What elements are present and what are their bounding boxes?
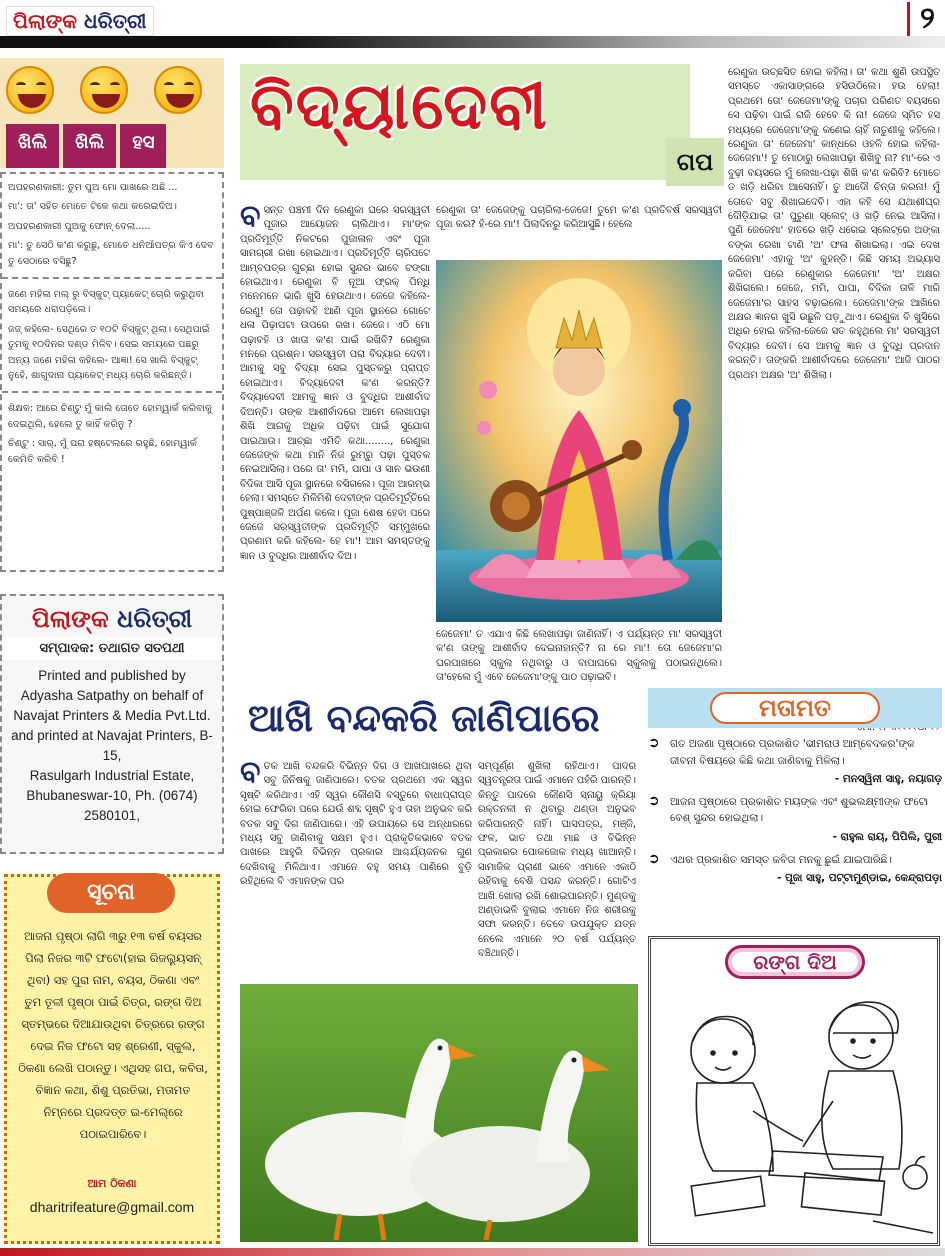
story2-column-2: ସମ୍ପୂର୍ଣ୍ଣ ଶୁଖିଲା ରହିଥାଏ। ପାଦର ସ୍ୱତନ୍ତ୍ରତା ପାଇଁ ଏମାନେ ପହଁରି ପାରନ୍ତି। କିନ୍ତୁ ପାଦରେ କୌଣସି ସ୍ନାୟୁ କ୍ରିୟା ରକ୍ତନଳୀ ନ ଥିବାରୁ ଥଣ୍ଡା ଅନୁଭବ କରିପାରନ୍ତି ନାହିଁ। ଘାସପତ୍ର, ମଞ୍ଜି, ଫଳ, ଭାତ ତଥା ମାଛ ଓ ବିଭିନ୍ନ ପ୍ରକାରର ପୋକଜୋକ ମଧ୍ୟ ଖାଆନ୍ତି। ସାମାଜିକ ପ୍ରାଣୀ ଭାବେ ଏମାନେ ଏକାଠି ରହିବାକୁ ବେଶି ପସନ୍ଦ କରନ୍ତି। ଗୋଟିଏ ଆଖି ଖୋଲା ରଖି ଶୋଇପାରନ୍ତି। ମୁଣ୍ଡକୁ ଅଣ୍ଡାଭଳି ବୁଲାଇ ଏମାନେ ନିଜ ଶରୀରକୁ ସଫା କରନ୍ତି। ତେବେ ଉପଯୁକ୍ତ ଯତ୍ନ ନେଲେ ଏମାନେ ୨୦ ବର୍ଷ ପର୍ଯ୍ୟନ୍ତ ବଞ୍ଚିଥାନ୍ତି। [478,761,636,960]
opinion-text: ➲ ଏଥର ପ୍ରକାଶିତ ସମସ୍ତ କବିତା ମନକୁ ଛୁଇଁ ଯାଇପାରିଛି। [648,852,942,869]
printer-line: and printed at Navajat Printers, B-15, [11,728,213,763]
notice-box [4,874,220,1244]
opinion-title: ମତାମତ [710,692,880,724]
notice-body: ଆଜନା ପୃଷ୍ଠା ଲାଗି ୩ରୁ ୧୩ ବର୍ଷ ବୟସର ପିଲା ନିଜର ୩ଟି ଫଟୋ(ହାଇ ରିଜଲ୍ୟୁସନ୍ ଥିବା) ସହ ପୁରା ନାମ, ବୟସ, ଠିକଣା ଏବଂ ତୁମ ତୂଳୀ ପୃଷ୍ଠା ପାଇଁ ଚିତ୍ର, ରଙ୍ଗ ଦିଅ ସ୍ତମ୍ଭରେ ଦିଆଯାଉଥିବା ଚିତ୍ରରେ ରଙ୍ଗ ଦେଇ ନିଜ ଫଟୋ ସହ ଶ୍ରେଣୀ, ସ୍କୁଲ, ଠିକଣା ଲେଖି ପଠାନ୍ତୁ। ଏଥିସହ ଗପ, କବିତା, ବିଜ୍ଞାନ କଥା, ଶିଶୁ ପ୍ରତିଭା, ମତାମତ ନିମ୍ନରେ ପ୍ରଦତ୍ତ ଇ-ମେଲ୍‌ରେ ପଠାଇପାରିବେ। [18,929,208,1141]
contact-email[interactable]: dharitrifeature@gmail.com [29,1199,195,1215]
laughing-emoji-icon [154,66,202,114]
notice-title: ସୂଚନା [47,873,175,913]
saraswati-image [436,260,722,622]
coloring-box [648,936,940,1246]
joke-line: ଚିଣ୍ଟୁ : ସାର୍, ମୁଁ ପରା ହଷ୍ଟେଲରେ ରହୁଛି, ହୋମ୍‌ୱାର୍କ କେମିତି କରିବି ! [8,438,197,465]
story1-column-3: ରେଣୁକା ଉଚ୍ଛସିତ ହୋଇ କହିଲା। ତା' କଥା ଶୁଣି ଉପସ୍ଥିତ ସମସ୍ତେ ଏକାସାଙ୍ଗରେ ହସିଉଠିଲେ। ହଉ ହେଲା! ପ୍ରଥମେ ତୋ' ଜେଜେମା'ଙ୍କୁ ପଚାର ପରିଣତ ବୟସରେ ସେ ପଢ଼ିବା ପାଇଁ ରାଜି ହେବେ କି ନା! ଜେଜେ ସ୍ମିତ ହସ ମଧ୍ୟରେ ଜେଜେମା'ଙ୍କୁ କଣେଇ ଚାହିଁ ନାତୁଣୀକୁ କହିଲେ। ରେଣୁକା ତା' ଜେଜେମା' କାନ୍ଧରେ ଓହଳି ହୋଇ କହିଲା-ଜେଜେମା'! ତୁ ମୋଠାରୁ ଲେଖାପଢ଼ା ଶିଖିବୁ ନା? ମା'-ରେ ଏ ବୁଢ଼ୀ ବୟସରେ ମୁଁ ଲେଖା-ପଢ଼ା ଶିଖି କ'ଣ କରିବି? ମୋତେ ତ ଖଡ଼ି ଧରିବା ଆସେନାହିଁ। ତୁ ଆଦୌ ଚିନ୍ତା କରନା! ମୁଁ ତୋତେ ସବୁ ଶିଖାଇଦେବି। ଏହା କହି ସେ ଯଥାଶୀଘ୍ର ଦୌଡ଼ିଯାଇ ତା' ପୁରୁଣା ସ୍ଲେଟ୍ ଓ ଖଡ଼ି ନେଇ ଆସିଲା। ପୁଣି ଜେଜେମା' ହାତରେ ଖଡ଼ି ଧରେଇ ସ୍ଲେଟ୍‌ରେ ଅଙ୍କା ବଙ୍କା ରେଖା ଟାଣି 'ଅ' ଫଳା ଶିଖାଇଲା। ଏଇ ଦେଖ ଜେଜେମା' ଏହାକୁ 'ଅ' କୁହନ୍ତି। କିଛି ସମୟ ଅଭ୍ୟାସ କରିବା ପରେ ରେଣୁକାର ଜେଜେମା' 'ଅ' ଅକ୍ଷର ଶିଖିଗଲେ। ଜେଜେ, ମମି, ପାପା, ବିଦିକା ତାଳି ମାରି ଜେଜେମା'ର ସାହସ ବଢ଼ାଇଲେ। ଜେଜେମା'ଙ୍କ ଆଖିରେ ଅକ୍ଷର ଜ୍ଞାନର ଖୁସି ଉଛୁଳି ପଡ଼ୁଥାଏ। ରେଣୁକା ବି ଖୁସିରେ ଅଧିର ହୋଇ କହିଲା-ଜେଜେ ସତ କହୁଥିଲେ ମା' ସରସ୍ୱତୀ ବିଦ୍ୟାର ଦେବୀ। ସେ ଆମକୁ ଜ୍ଞାନ ଓ ବୁଦ୍ଧି ପ୍ରଦାନ କରନ୍ତି। ତାଙ୍କରି ଆଶୀର୍ବାଦରେ ଜେଜେମା' ଆଜି ପାଠର ପ୍ରଥମ ଅକ୍ଷର 'ଅ' ଶିଖିଲା। [728,67,940,381]
story2-column-1 [240,760,472,968]
jokes-box [0,172,224,572]
joke-2 [8,287,216,383]
masthead-logo-part2: ଧରିତ୍ରୀ [117,604,193,633]
header-logo [6,6,154,36]
joke-divider [2,277,222,279]
story1-genre-tag: ଗପ [666,138,724,186]
story2-title: ଆଖି ବନ୍ଦକରି ଜାଣିପାରେ [248,696,600,740]
laugh-title-word: ଖିଲି [63,124,116,168]
joke-3 [8,401,216,467]
opinion-author: - ରାହୁଲ ରାୟ, ପିପିଲି, ପୁରୀ [832,830,942,843]
laugh-title-word: ଖିଲି [6,124,59,168]
masthead-box [0,594,224,854]
story1-column-2-top: ରେଣୁକା ତା' ଜେଜେଙ୍କୁ ପଚାରିଲା-ଜେଜେ! ତୁମେ କ'ଣ ପ୍ରତିବର୍ଷ ସରସ୍ୱତୀ ପୂଜା କର? ହଁ-ରେ ମା'! ପିଲାଦିନରୁ କରିଆସୁଛି। ହେଲେ [436,205,722,231]
opinion-text: ➲ ଗତ ଅଜଣା ପୃଷ୍ଠାରେ ପ୍ରକାଶିତ 'ଭୀମରାଓ ଆମ୍ବେଦକର'ଙ୍କ ଜୀବନୀ ବିଷୟରେ କିଛି କଥା ଜାଣିବାକୁ ମିଳିଲା। [648,736,942,769]
joke-line: ଅପହରଣକାରୀ: ତୁମ ପୁଅ ମୋ ପାଖରେ ଅଛି ... [8,182,178,193]
opinion-text: ➲ ଆଜନା ପୃଷ୍ଠାରେ ପ୍ରକାଶିତ ମୟଙ୍କ ଏବଂ ଶୁଭଲକ୍ଷ୍ମୀଙ୍କ ଫଟୋ ବେଶ୍ ସୁନ୍ଦର ହୋଇଥିଲା। [648,794,942,827]
ducks-image [240,984,638,1242]
printer-line: Bhubaneswar-10, Ph. (0674) 2580101, [26,788,198,823]
joke-divider [2,391,222,393]
joke-line: ଶିକ୍ଷକ: ଆରେ ଚିଣ୍ଟୁ ମୁଁ କାଲି ତୋତେ ହୋମ୍‌ୱାର୍କ କରିବାକୁ ଦେଇଥିଲି, ହେଲେ ତୁ କାହିଁ କରିନୁ ? [8,403,212,430]
header-logo-part1: ପିଲାଙ୍କ [13,9,78,33]
printer-line: Adyasha Satpathy on behalf of [20,688,204,703]
story1-title: ବିଦ୍ୟାଦେବୀ [250,70,549,144]
story1-column-1-text: ସନ୍ତ ପଞ୍ଚମୀ ଦିନ ରେଣୁକା ଘରେ ସରସ୍ୱତୀ ପୂଜାର ଆୟୋଜନ ଚାଲିଥାଏ। ମା'ଙ୍କ ପ୍ରତିମୂର୍ତ୍ତି ନିକଟରେ ପୁଜାଳାଳ ଏବଂ ପୂଜା ସାମଗ୍ରୀ ରଖା ହୋଇଥାଏ। ପ୍ରତିମୂର୍ତ୍ତି ଚାରିପଟେ ଆମ୍ବପତ୍ର ଗୁଚ୍ଛା ହୋଇ ସୁନ୍ଦର ଭାବେ ଟଙ୍ଗା ହୋଇଥାଏ। ରେଣୁକା ବି ନୂଆ ଫ୍ରକ୍ ପିନ୍ଧି ମନେମନେ ଭାରି ଖୁସି ହେଉଥାଏ। ଜେଜେ କହିଲେ-ରେଣୁ! ତୋ ପଢ଼ାବହି ଆଣି ପୂଜା ସ୍ଥାନରେ ଗୋଟେ ଧଳା ପିଢ଼ାପଟା ଉପରେ ରଖ। ଜେଜେ। ଏଠି ମୋ ପଢ଼ାବହି ଓ ଖାତା କ'ଣ ପାଇଁ ରଖିବି? ରେଣୁକା ମନରେ ପ୍ରଶ୍ନ। ସରସ୍ୱତୀ ପରା ବିଦ୍ୟାର ଦେବୀ। ଆମକୁ ସବୁ ବିଦ୍ୟା ସେଇ ପୁସ୍ତକରୁ ପ୍ରାପ୍ତ ହୋଇଥାଏ। ବିଦ୍ୟାଦେବୀ କ'ଣ କରନ୍ତି? ବିଦ୍ୟାଦେବୀ ଆମକୁ ଜ୍ଞାନ ଓ ବୁଦ୍ଧିର ଆଶୀର୍ବାଦ ଦିଅନ୍ତି। ତାଙ୍କ ଆଶୀର୍ବାଦରେ ଆମେ ଲେଖାପଢ଼ା ଶିଖି ଆଗକୁ ଅଧିକ ପଢ଼ିବା ପାଇଁ ସୁଯୋଗ ପାଇଥାଉ। ଆଚ୍ଛା ଏମିତି କଥା........, ରେଣୁକା ଜେଜେଙ୍କ କଥା ମାନି ନିଜ ରୁମ୍‌ରୁ ପଢ଼ା ପୁସ୍ତକ ନେଇଆସିଲା। ପରେ ତା' ମମି, ପାପା ଓ ସାନ ଭଉଣୀ ବିଦିକା ଆସି ପୂଜା ସ୍ଥାନରେ ବସିଗଲେ। ପୂଜା ଆରମ୍ଭ ହେଲା। ସମସ୍ତେ ମିଳିମିଶି ଦେବୀଙ୍କ ପ୍ରତିମୂର୍ତ୍ତିରେ ପୁଷ୍ପାଞ୍ଜଳି ଅର୍ପଣ କଲେ। ପୂଜା ଶେଷ ହେବା ପରେ ଜେଜେ ସରସ୍ୱତୀଙ୍କ ପ୍ରତିମୂର୍ତ୍ତି ସମ୍ମୁଖରେ ପ୍ରଣାମ କରି କହିଲେ- ହେ ମା'! ଆମ ସମସ୍ତଙ୍କୁ ଜ୍ଞାନ ଓ ବୁଦ୍ଧିର ଆଶୀର୍ବାଦ ଦିଅ। [240,205,430,562]
joke-1 [8,180,216,269]
masthead-logo-part1: ପିଲାଙ୍କ [31,604,109,633]
opinion-list [648,736,942,893]
joke-line: ମା': ତୁ ସେଠି କ'ଣ କରୁଛୁ, ମୋତେ ଧନିଆଁପତ୍ର କିଏ ଦେବ ତୁ ସେଠାରେ ବସିଛୁ? [8,240,214,267]
printer-line: Rasulgarh Industrial Estate, [29,768,195,783]
header-bar [0,36,945,48]
printer-info [2,666,222,826]
story1-dropcap: ବ [240,204,261,234]
joke-line: ଅପହରଣକାରୀ ପୁଅକୁ ଫୋନ୍ ଦେଲା..... [8,220,151,232]
coloring-title: ରଙ୍ଗ ଦିଅ [725,945,865,979]
joke-line: ଜଜ୍ କହିଲେ- ସେଥିରେ ତ ୧୦ଟି ବିସ୍କୁଟ୍ ଥିଲା। ସେଥିପାଇଁ ତୁମକୁ ୧୦ଦିନର ଦଣ୍ଡ ମିଳିବ। ସେଇ ସମୟରେ ପଛରୁ ଅନ୍ୟ ଜଣେ ମହିଳା କହିଲେ- ଆଜ୍ଞା! ସେ ଖାଲି ବିସ୍କୁଟ୍ ନୁହେଁ, ଶାଗୁଦାନା ପ୍ୟାକେଟ୍ ମଧ୍ୟ ଚୋରି କରିଛନ୍ତି। [8,323,210,382]
contact-label: ଆମ ଠିକଣା [87,1177,137,1190]
printer-line: Printed and published by [38,668,186,683]
editor-credit: ସମ୍ପାଦକ: ତଥାଗତ ସତପଥୀ [2,637,222,660]
laugh-title-word: ହସ [120,124,166,168]
laughing-emoji-icon [80,66,128,114]
opinion-author: - ପୂଜା ସାହୁ, ପଟ୍ଟାମୁଣ୍ଡାଇ, କେନ୍ଦ୍ରାପଡ଼ା [777,872,942,885]
story2-dropcap: ବ [240,760,261,790]
printer-line: Navajat Printers & Media Pvt.Ltd. [13,708,211,723]
coloring-illustration [653,941,939,1241]
story2-column-1-text: ତକ ଆଖି ବନ୍ଦକରି ବିଭିନ୍ନ ଦିଗ ଓ ଆଖପାଖରେ ଥିବା ସବୁ ଜିନିଷକୁ ଜାଣିପାରେ। ବତକ ପ୍ରଥମେ ଏକ ସ୍ୱର ସୃଷ୍ଟି କରିଥାଏ। ଏହି ସ୍ୱର କୌଣସି ବସ୍ତୁରେ ବାଧାପ୍ରାପ୍ତ ହୋଇ ଫେରିବା ପରେ ଯେଉଁ ଶବ୍ଦ ସୃଷ୍ଟି ହୁଏ ତାହା ଅନୁଭବ କରି ବତକ ସବୁ ଦିଗ ଜାଣିପାରେ। ଏହି ଉପାୟରେ ସେ ଅନ୍ଧାରରେ ମଧ୍ୟ ସବୁ ଜାଣିବାକୁ ସକ୍ଷମ ହୁଏ। ପ୍ରାକୃତିକଭାବେ ବତକ ପାଖରେ ଆହୁରି ବିଭିନ୍ନ ପ୍ରକାର ଆଶ୍ଚର୍ଯ୍ୟଜନକ ଗୁଣ ଦେଖିବାକୁ ମିଳିଥାଏ। ଏମାନେ ବହୁ ସମୟ ପାଣିରେ ବୁଡ଼ି ରହିଥିଲେ ବି ଏମାନଙ୍କ ପର [240,761,472,888]
masthead-logo [2,604,222,633]
joke-line: ମା': ତା' ସହିତ ମୋତେ ଟିକେ କଥା କରେଇଦିଅ। [8,201,177,213]
page-header [0,0,945,48]
story1-column-1 [240,204,430,754]
page-footer-bar [0,1248,945,1256]
header-logo-part2: ଧରିତ୍ରୀ [84,9,147,33]
joke-line: ଜଣେ ମହିଳା ମଲ୍ ରୁ ବିସ୍କୁଟ୍ ପ୍ୟାକେଟ୍ ଚୋରି କରୁଥିବା ସମୟରେ ଧରାପଡ଼ିଲେ। [8,289,205,316]
opinion-title-bar [648,688,942,728]
story1-column-2-bottom: ଜେଜେମା' ତ ଏଯାଏ କିଛି ଲେଖାପଢ଼ା ଜାଣିନାହିଁ। ଏ ପର୍ଯ୍ୟନ୍ତ ମା' ସରସ୍ୱତୀ କ'ଣ ତାଙ୍କୁ ଆଶୀର୍ବାଦ ଦେଇନାହାନ୍ତି? ନା ରେ ମା'! ତୋ ଜେଜେମା'ର ଘରପାଖରେ ସ୍କୁଲ ନଥିବାରୁ ଓ ବାପାଘରେ ସ୍କୁଲକୁ ପଠାଇନଥିଲେ। ତା'ହେଲେ ମୁଁ ଏବେ ଜେଜେମା'ଙ୍କୁ ପାଠ ପଢ଼ାଇବି। [436,629,722,684]
page-number: ୨ [907,2,935,36]
saraswati-illustration [436,260,722,622]
ducks-photo [240,984,638,1242]
laugh-section-title [6,124,166,168]
opinion-author: - ମନସ୍ୱିନୀ ସାହୁ, ନୟାଗଡ଼ [834,773,942,786]
laughing-emoji-icon [6,66,54,114]
